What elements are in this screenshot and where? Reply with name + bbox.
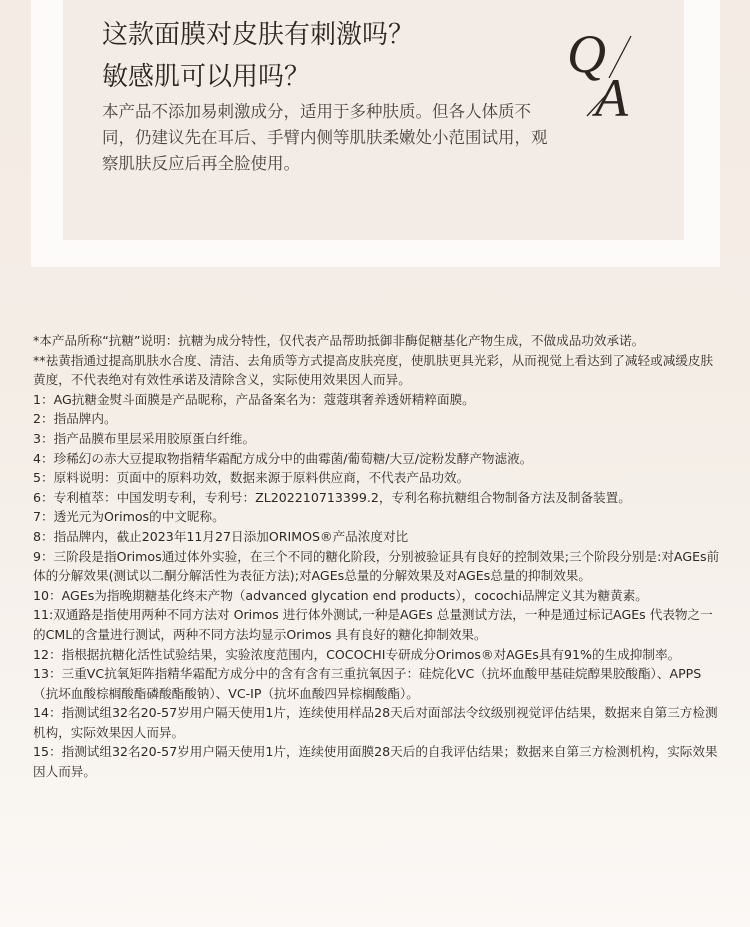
footnote: 11:双通路是指使用两种不同方法对 Orimos 进行体外测试,一种是AGEs 总量测试方法，一种是通过标记AGEs 代表物之一的CML的含量进行测试，两种不同方法均显示Orimos 具有良好的糖化抑制效果。 bbox=[33, 607, 713, 642]
footnotes bbox=[33, 331, 723, 782]
footnote: 7：透光元为Orimos的中文昵称。 bbox=[33, 509, 225, 525]
footnote: 10：AGEs为指晚期糖基化终末产物（advanced glycation end products），cocochi品牌定义其为糖黄素。 bbox=[33, 587, 648, 603]
footnote: 6：专利植萃：中国发明专利，专利号：ZL202210713399.2，专利名称抗糖组合物制备方法及制备装置。 bbox=[33, 489, 631, 505]
qa-logo-letter-a: A bbox=[595, 68, 628, 120]
footnote: 3：指产品膜布里层采用胶原蛋白纤维。 bbox=[33, 430, 256, 446]
footnote: 15：指测试组32名20-57岁用户隔天使用1片，连续使用面膜28天后的自我评估结果；数据来自第三方检测机构，实际效果因人而异。 bbox=[33, 744, 718, 780]
question-line: 这款面膜对皮肤有刺激吗？ bbox=[102, 20, 415, 50]
qa-answer: 本产品不添加易刺激成分，适用于多种肤质。但各人体质不同，仍建议先在耳后、手臂内侧等肌肤柔嫩处小范围试用，观察肌肤反应后再全脸使用。 bbox=[102, 102, 548, 173]
qa-question bbox=[102, 14, 522, 98]
footnote: 2：指品牌内。 bbox=[33, 411, 117, 427]
qa-logo-icon bbox=[565, 20, 645, 120]
question-line: 敏感肌可以用吗？ bbox=[102, 62, 311, 92]
footnote: *本产品所称“抗糖”说明：抗糖为成分特性，仅代表产品帮助抵御非酶促糖基化产物生成，不做成品功效承诺。 bbox=[33, 333, 645, 348]
footnote: 1：AG抗糖金熨斗面膜是产品昵称，产品备案名为：蔻蔻琪奢养透妍精粹面膜。 bbox=[33, 391, 475, 407]
footnote: 13：三重VC抗氧矩阵指精华霜配方成分中的含有含有三重抗氧因子：硅烷化VC（抗坏血酸甲基硅烷醇果胶酸酯）、APPS（抗坏血酸棕榈酸酯磷酸酯酸钠）、VC-IP（抗坏血酸四异棕榈酸酯）。 bbox=[33, 666, 702, 701]
footnote: 14：指测试组32名20-57岁用户隔天使用1片，连续使用样品28天后对面部法令纹级别视觉评估结果，数据来自第三方检测机构，实际效果因人而异。 bbox=[33, 705, 718, 740]
footnote: 12：指根据抗糖化活性试验结果，实验浓度范围内，COCOCHI专研成分Orimos®对AGEs具有91%的生成抑制率。 bbox=[33, 646, 681, 662]
footnote: 4：珍稀幻の赤大豆提取物指精华霜配方成分中的曲霉菌/葡萄糖/大豆/淀粉发酵产物滤液。 bbox=[33, 450, 533, 466]
footnote: 9：三阶段是指Orimos通过体外实验，在三个不同的糖化阶段，分别被验证具有良好的控制效果;三个阶段分别是:对AGEs前体的分解效果(测试以二酮分解活性为表征方法);对AGEs总量的分解效果及对AGEs总量的抑制效果。 bbox=[33, 548, 720, 584]
footnote: 5：原料说明：页面中的原料功效，数据来源于原料供应商，不代表产品功效。 bbox=[33, 470, 470, 486]
footnote: 8：指品牌内，截止2023年11月27日添加ORIMOS®产品浓度对比 bbox=[33, 528, 409, 544]
qa-logo-letter-q: Q bbox=[567, 24, 606, 84]
footnote: **祛黄指通过提高肌肤水合度、清洁、去角质等方式提高皮肤亮度，使肌肤更具光彩，从而视觉上看达到了减轻或减缓皮肤黄度，不代表绝对有效性承诺及清除含义，实际使用效果因人而异。 bbox=[33, 352, 714, 388]
